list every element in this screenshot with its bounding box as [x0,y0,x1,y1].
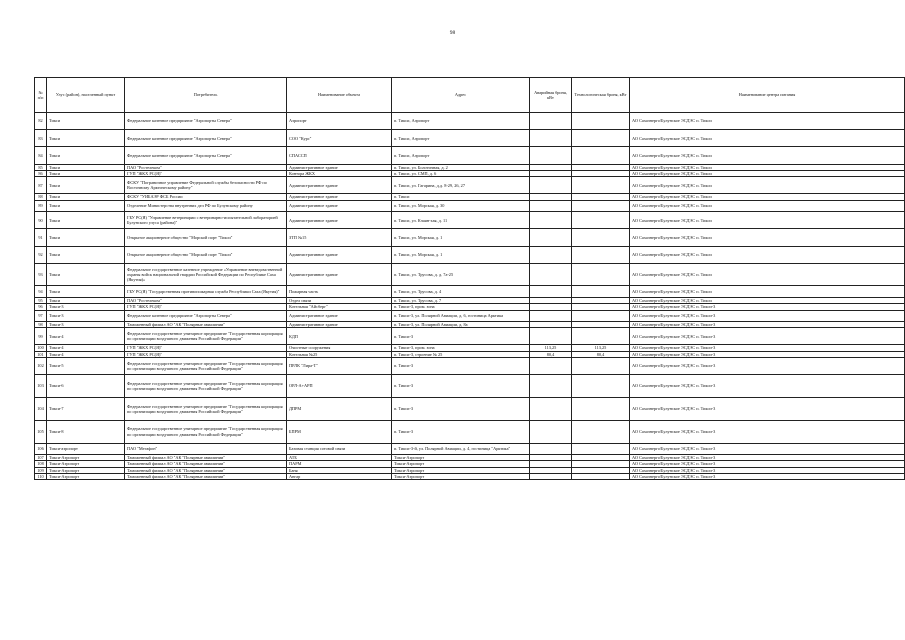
cell-district: Тикси-6 [47,375,125,398]
cell-consumer: Федеральное казенное предприятие "Аэропорты Севера" [125,147,287,164]
cell-number: 86 [35,170,47,176]
cell-district: Тикси-аэропорт [47,443,125,454]
cell-district: Тикси [47,170,125,176]
cell-address: п. Тикси-3, ул. Полярной Авиации, д. 6, гостиница Арктика [392,310,530,321]
cell-number: 94 [35,286,47,297]
power-consumers-table [34,77,905,480]
cell-number: 107 [35,454,47,460]
cell-district: Тикси [47,164,125,170]
cell-tech-reserve [572,229,630,246]
cell-tech-reserve: 113,25 [572,345,630,351]
cell-power-center: АО Сахаэнерго/Булунское ЭСДЭС п. Тикси [630,113,905,130]
cell-district: Тикси [47,246,125,263]
cell-district: Тикси-3 [47,321,125,327]
cell-power-center: АО Сахаэнерго/Булунское ЭСДЭС п. Тикси-3 [630,375,905,398]
cell-tech-reserve [572,212,630,229]
cell-emergency-reserve [530,420,572,443]
cell-emergency-reserve [530,177,572,194]
cell-address: п. Тикси, Аэропорт [392,130,530,147]
cell-emergency-reserve [530,310,572,321]
cell-number: 100 [35,345,47,351]
cell-object: ОРЛ-А+АРП [287,375,392,398]
table-row [35,310,905,321]
cell-power-center: АО Сахаэнерго/Булунское ЭСДЭС п. Тикси-3 [630,420,905,443]
col-header-emergency-reserve: Аварийная броня, кВт [530,78,572,113]
table-row [35,358,905,375]
cell-power-center: АО Сахаэнерго/Булунское ЭСДЭС п. Тикси [630,246,905,263]
cell-consumer: ГУП "ЖКХ РС(Я)" [125,304,287,310]
cell-address: п. Тикси [392,194,530,200]
cell-tech-reserve: 80,4 [572,351,630,357]
cell-number: 105 [35,420,47,443]
cell-object: ПАРМ [287,461,392,467]
cell-address: п. Тикси-3 [392,375,530,398]
cell-district: Тикси [47,200,125,211]
cell-emergency-reserve [530,212,572,229]
cell-emergency-reserve [530,358,572,375]
cell-district: Тикси [47,297,125,303]
cell-address: п. Тикси, Аэропорт [392,113,530,130]
cell-object: Котельная "Айсберг" [287,304,392,310]
cell-address: п. Тикси-3, пром. зона [392,304,530,310]
cell-object: Административное здание [287,321,392,327]
cell-emergency-reserve: 80,4 [530,351,572,357]
cell-tech-reserve [572,358,630,375]
cell-address: п. Тикси-3, строение № 25 [392,351,530,357]
cell-tech-reserve [572,200,630,211]
cell-district: Тикси [47,113,125,130]
cell-power-center: АО Сахаэнерго/Булунское ЭСДЭС п. Тикси-3 [630,328,905,345]
cell-number: 101 [35,351,47,357]
cell-object: Ангар [287,474,392,480]
cell-number: 92 [35,246,47,263]
cell-number: 104 [35,398,47,421]
cell-district: Тикси-8 [47,420,125,443]
cell-consumer: ПАО "Мегафон" [125,443,287,454]
cell-consumer: Таможенный филиал АО "АК "Полярные авиалинии" [125,461,287,467]
cell-object: Административное здание [287,212,392,229]
cell-object: СПАССП [287,147,392,164]
cell-object: Аэропорт [287,113,392,130]
cell-power-center: АО Сахаэнерго/Булунское ЭСДЭС п. Тикси-3 [630,398,905,421]
cell-object: Отдел связи [287,297,392,303]
cell-tech-reserve [572,443,630,454]
cell-emergency-reserve [530,200,572,211]
cell-number: 106 [35,443,47,454]
cell-district: Тикси-7 [47,398,125,421]
cell-power-center: АО Сахаэнерго/Булунское ЭСДЭС п. Тикси-3 [630,443,905,454]
cell-district: Тикси [47,177,125,194]
cell-emergency-reserve [530,375,572,398]
table-row [35,474,905,480]
cell-district: Тикси-Аэропорт [47,461,125,467]
cell-consumer: Федеральное казенное предприятие "Аэропорты Севера" [125,130,287,147]
col-header-tech-reserve: Технологическая броня, кВт [572,78,630,113]
col-header-address: Адрес [392,78,530,113]
cell-district: Тикси-3 [47,304,125,310]
cell-district: Тикси-3 [47,310,125,321]
col-header-power-center: Наименование центра питания [630,78,905,113]
cell-number: 99 [35,328,47,345]
cell-consumer: ГУП "ЖКХ РС(Я)" [125,170,287,176]
cell-emergency-reserve [530,443,572,454]
cell-number: 110 [35,474,47,480]
cell-emergency-reserve [530,474,572,480]
cell-object: Административное здание [287,263,392,286]
cell-district: Тикси [47,286,125,297]
cell-number: 84 [35,147,47,164]
cell-tech-reserve [572,113,630,130]
cell-district: Тикси [47,194,125,200]
cell-power-center: АО Сахаэнерго/Булунское ЭСДЭС п. Тикси-3 [630,474,905,480]
cell-power-center: АО Сахаэнерго/Булунское ЭСДЭС п. Тикси [630,286,905,297]
cell-object: Контора ЖКХ [287,170,392,176]
cell-address: п. Тикси-3 [392,328,530,345]
cell-emergency-reserve [530,398,572,421]
cell-object: Базовая станция сотовой связи [287,443,392,454]
cell-address: п. Тикси, ул. Кчаян-хая, д. 11 [392,212,530,229]
cell-number: 90 [35,212,47,229]
cell-district: Тикси [47,130,125,147]
cell-number: 85 [35,164,47,170]
col-header-consumer: Потребитель [125,78,287,113]
cell-consumer: ГБУ РС(Я) "Управление ветеринарии с ветеринарно-испытательной лабораторией Булунского улуса (района)" [125,212,287,229]
cell-consumer: ПАО "Ростелеком" [125,164,287,170]
table-row [35,375,905,398]
cell-number: 83 [35,130,47,147]
cell-tech-reserve [572,177,630,194]
cell-address: Тикси-Аэропорт [392,461,530,467]
cell-object: Очистные сооружения [287,345,392,351]
table-row [35,263,905,286]
cell-address: п. Тикси-3, пром. зона [392,345,530,351]
cell-consumer: Федеральное казенное предприятие "Аэропорты Севера" [125,310,287,321]
cell-address: п. Тикси, ул. Трусова, д. 4 [392,286,530,297]
cell-object: Пожарная часть [287,286,392,297]
cell-address: Тикси-Аэропорт [392,454,530,460]
cell-district: Тикси-Аэропорт [47,467,125,473]
cell-power-center: АО Сахаэнерго/Булунское ЭСДЭС п. Тикси [630,170,905,176]
cell-consumer: Открытое акционерное общество "Морской порт "Тикси" [125,246,287,263]
cell-district: Тикси-4 [47,345,125,351]
cell-address: п. Тикси, ул. СМП, д. 6 [392,170,530,176]
cell-power-center: АО Сахаэнерго/Булунское ЭСДЭС п. Тикси [630,200,905,211]
cell-power-center: АО Сахаэнерго/Булунское ЭСДЭС п. Тикси-3 [630,454,905,460]
cell-power-center: АО Сахаэнерго/Булунское ЭСДЭС п. Тикси [630,229,905,246]
cell-tech-reserve [572,420,630,443]
cell-tech-reserve [572,130,630,147]
cell-object: БПРМ [287,420,392,443]
cell-consumer: Федеральное государственное унитарное предприятие "Государственная корпорация по организации воздушного движения Российской Федерации" [125,420,287,443]
cell-object: Административное здание [287,194,392,200]
page-number: 98 [449,30,456,36]
cell-address: Тикси-Аэропорт [392,467,530,473]
cell-power-center: АО Сахаэнерго/Булунское ЭСДЭС п. Тикси [630,130,905,147]
cell-address: п. Тикси-3 [392,398,530,421]
table-row [35,420,905,443]
cell-district: Тикси [47,212,125,229]
cell-consumer: Федеральное государственное унитарное предприятие "Государственная корпорация по организации воздушного движения Российской Федерации" [125,328,287,345]
table-body [35,113,905,480]
cell-power-center: АО Сахаэнерго/Булунское ЭСДЭС п. Тикси-3 [630,358,905,375]
cell-tech-reserve [572,147,630,164]
cell-district: Тикси-5 [47,358,125,375]
cell-consumer: Федеральное государственное унитарное предприятие "Государственная корпорация по организации воздушного движения Российской Федерации" [125,398,287,421]
table-row [35,130,905,147]
cell-tech-reserve [572,310,630,321]
cell-object: Административное здание [287,164,392,170]
cell-consumer: Отделение Министерства внутренних дел РФ по Булунскому району [125,200,287,211]
cell-consumer: Федеральное государственное унитарное предприятие "Государственная корпорация по организации воздушного движения Российской Федерации" [125,375,287,398]
cell-tech-reserve [572,474,630,480]
cell-power-center: АО Сахаэнерго/Булунское ЭСДЭС п. Тикси-3 [630,351,905,357]
cell-address: п. Тикси, Аэропорт [392,147,530,164]
cell-consumer: ГУП "ЖКХ РС(Я)" [125,345,287,351]
table-header-row [35,78,905,113]
cell-power-center: АО Сахаэнерго/Булунское ЭСДЭС п. Тикси-3 [630,467,905,473]
cell-district: Тикси [47,263,125,286]
cell-emergency-reserve [530,130,572,147]
cell-number: 88 [35,194,47,200]
cell-consumer: Федеральное казенное предприятие "Аэропорты Севера" [125,113,287,130]
cell-consumer: Таможенный филиал АО "АК "Полярные авиалинии" [125,474,287,480]
cell-emergency-reserve: 113,25 [530,345,572,351]
cell-tech-reserve [572,286,630,297]
cell-address: п. Тикси, ул. Морская, д. 1 [392,246,530,263]
cell-number: 91 [35,229,47,246]
table-row [35,200,905,211]
cell-power-center: АО Сахаэнерго/Булунское ЭСДЭС п. Тикси [630,212,905,229]
cell-consumer: Таможенный филиал АО "АК "Полярные авиалинии" [125,321,287,327]
cell-number: 82 [35,113,47,130]
cell-number: 89 [35,200,47,211]
cell-number: 95 [35,297,47,303]
cell-consumer: Таможенный филиал АО "АК "Полярные авиалинии" [125,454,287,460]
cell-address: п. Тикси, ул. Болотичная, д. 2 [392,164,530,170]
cell-consumer: ГБУ РС(Я) "Государственная противопожарная служба Республики Саха (Якутия)" [125,286,287,297]
table-row [35,177,905,194]
cell-power-center: АО Сахаэнерго/Булунское ЭСДЭС п. Тикси [630,177,905,194]
cell-power-center: АО Сахаэнерго/Булунское ЭСДЭС п. Тикси [630,164,905,170]
cell-object: Котельная №25 [287,351,392,357]
cell-district: Тикси [47,147,125,164]
table-row [35,328,905,345]
table-row [35,212,905,229]
cell-tech-reserve [572,375,630,398]
cell-emergency-reserve [530,286,572,297]
cell-power-center: АО Сахаэнерго/Булунское ЭСДЭС п. Тикси-3 [630,304,905,310]
cell-emergency-reserve [530,263,572,286]
cell-number: 103 [35,375,47,398]
table-row [35,147,905,164]
cell-object: Административное здание [287,200,392,211]
cell-address: п. Тикси, ул. Морская, д. 30 [392,200,530,211]
table-row [35,286,905,297]
cell-power-center: АО Сахаэнерго/Булунское ЭСДЭС п. Тикси [630,194,905,200]
cell-tech-reserve [572,246,630,263]
cell-object: Баня [287,467,392,473]
cell-consumer: Федеральное государственное унитарное предприятие "Государственная корпорация по организации воздушного движения Российской Федерации" [125,358,287,375]
cell-district: Тикси-Аэропорт [47,474,125,480]
col-header-number: № п/п [35,78,47,113]
cell-object: Административное здание [287,177,392,194]
cell-power-center: АО Сахаэнерго/Булунское ЭСДЭС п. Тикси [630,263,905,286]
cell-object: Административное здание [287,246,392,263]
cell-number: 98 [35,321,47,327]
cell-object: ЗТП №15 [287,229,392,246]
cell-emergency-reserve [530,113,572,130]
col-header-district: Улус (район), населенный пункт [47,78,125,113]
cell-tech-reserve [572,263,630,286]
cell-power-center: АО Сахаэнерго/Булунское ЭСДЭС п. Тикси-3 [630,345,905,351]
cell-consumer: Таможенный филиал АО "АК "Полярные авиалинии" [125,467,287,473]
cell-number: 109 [35,467,47,473]
cell-tech-reserve [572,398,630,421]
cell-district: Тикси [47,229,125,246]
cell-emergency-reserve [530,147,572,164]
table-row [35,246,905,263]
table-row [35,113,905,130]
cell-number: 97 [35,310,47,321]
cell-address: п. Тикси, ул. Трусова, д. д. 7а-25 [392,263,530,286]
cell-tech-reserve [572,328,630,345]
cell-district: Тикси-4 [47,351,125,357]
cell-power-center: АО Сахаэнерго/Булунское ЭСДЭС п. Тикси-3 [630,461,905,467]
cell-consumer: ФСКУ "УИБАЭР ФСБ России [125,194,287,200]
cell-power-center: АО Сахаэнерго/Булунское ЭСДЭС п. Тикси [630,147,905,164]
cell-power-center: АО Сахаэнерго/Булунское ЭСДЭС п. Тикси [630,297,905,303]
table-row [35,229,905,246]
cell-address: п. Тикси, ул. Морская, д. 1 [392,229,530,246]
cell-emergency-reserve [530,229,572,246]
col-header-object: Наименование объекта [287,78,392,113]
cell-number: 102 [35,358,47,375]
cell-object: ПРЛК "Лира-Т" [287,358,392,375]
cell-address: Тикси-Аэропорт [392,474,530,480]
cell-consumer: ГУП "ЖКХ РС(Я)" [125,351,287,357]
cell-district: Тикси-4 [47,328,125,345]
cell-number: 93 [35,263,47,286]
cell-district: Тикси-Аэропорт [47,454,125,460]
cell-emergency-reserve [530,246,572,263]
cell-address: п. Тикси-3 [392,358,530,375]
cell-power-center: АО Сахаэнерго/Булунское ЭСДЭС п. Тикси-3 [630,310,905,321]
cell-number: 96 [35,304,47,310]
cell-consumer: ПАО "Ростелеком" [125,297,287,303]
cell-consumer: ФСКУ "Пограничное управление Федеральной службы безопасности РФ по Восточному Арктическому району" [125,177,287,194]
cell-object: КДП [287,328,392,345]
cell-object: ДПРМ [287,398,392,421]
table-row [35,398,905,421]
cell-consumer: Федеральное государственное казенное учреждение «Управление вневедомственной охраны войск национальной гвардии Российской Федерации по Республике Саха (Якутия)» [125,263,287,286]
cell-consumer: Открытое акционерное общество "Морской порт "Тикси" [125,229,287,246]
cell-emergency-reserve [530,328,572,345]
cell-power-center: АО Сахаэнерго/Булунское ЭСДЭС п. Тикси-3 [630,321,905,327]
table-row [35,443,905,454]
cell-address: п. Тикси-3, ул. Полярной Авиации, д. 8а [392,321,530,327]
cell-number: 108 [35,461,47,467]
cell-number: 87 [35,177,47,194]
cell-address: п. Тикси-3-й, ул. Полярной Авиации, д. 4, гостиница "Арктика" [392,443,530,454]
cell-object: СОО "Курс" [287,130,392,147]
cell-address: п. Тикси, ул. Трусова, д. 7 [392,297,530,303]
cell-address: п. Тикси, ул. Гагарина, д.д. 8-29, 26, 27 [392,177,530,194]
cell-address: п. Тикси-3 [392,420,530,443]
cell-object: Административное здание [287,310,392,321]
cell-object: АТБ [287,454,392,460]
